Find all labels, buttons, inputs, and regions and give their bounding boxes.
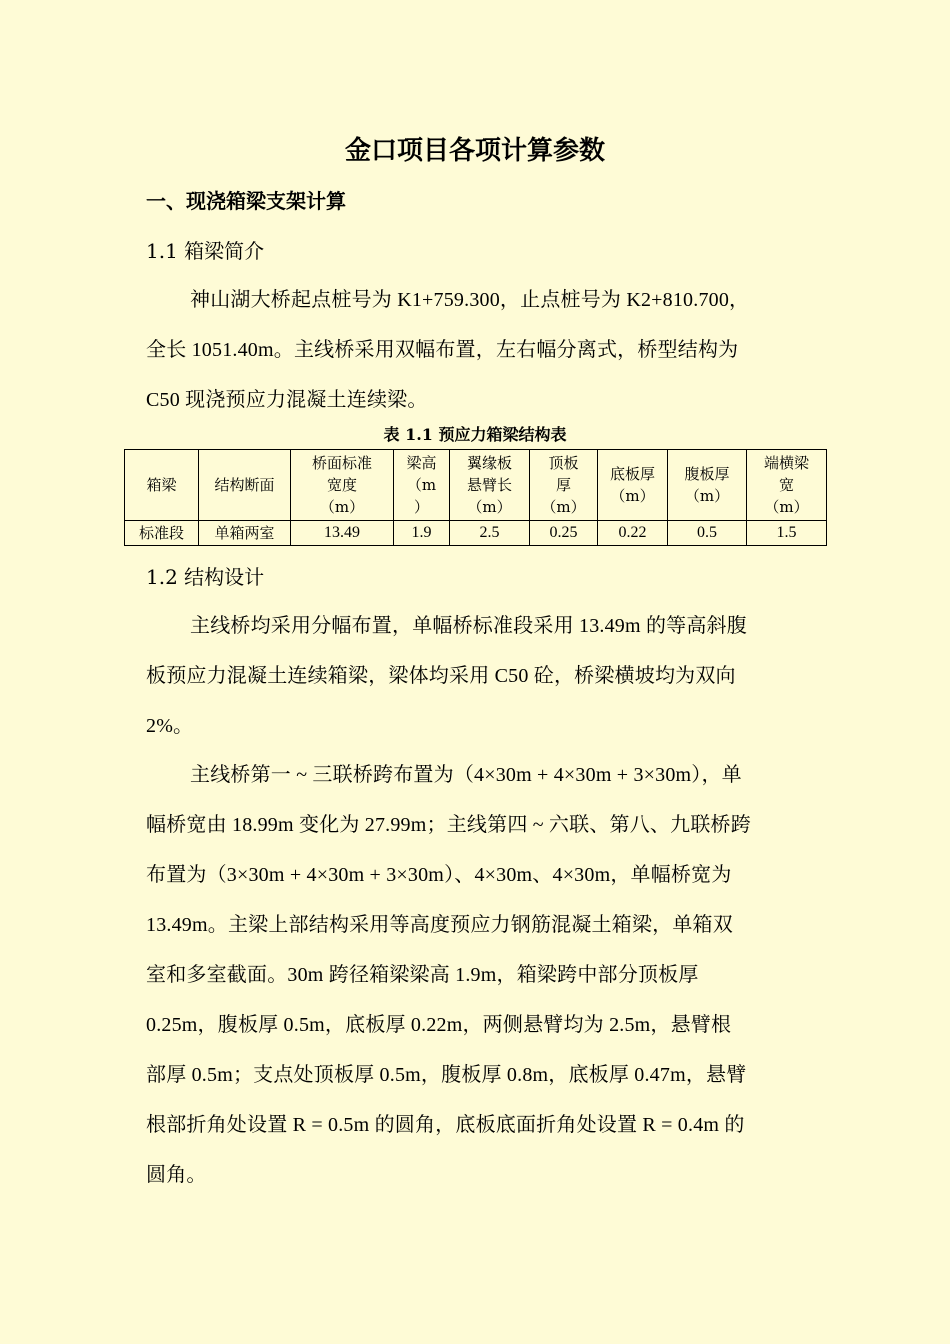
paragraph-spans: [146, 750, 806, 1200]
text-line: C50 现浇预应力混凝土连续梁。: [146, 389, 428, 411]
table-row: [125, 521, 827, 546]
text-line: 幅桥宽由 18.99m 变化为 27.99m；主线第四 ~ 六联、第八、九联桥跨: [146, 814, 751, 836]
text-line: 2%。: [146, 715, 194, 737]
box-girder-table: [124, 449, 827, 546]
table-caption: 表 1.1 预应力箱梁结构表: [383, 425, 567, 444]
text-line: 部厚 0.5m；支点处顶板厚 0.5m，腹板厚 0.8m，底板厚 0.47m，悬臂: [146, 1064, 747, 1086]
table-header-row: [125, 450, 827, 521]
header-cell: 腹板厚 （m）: [668, 450, 747, 521]
header-cell: 底板厚 （m）: [598, 450, 668, 521]
header-cell: 顶板 厚 （m）: [530, 450, 598, 521]
paragraph-intro: [146, 275, 806, 425]
text-line: 13.49m。主梁上部结构采用等高度预应力钢筋混凝土箱梁，单箱双: [146, 914, 733, 936]
header-cell: 结构断面: [199, 450, 291, 521]
text-line: 根部折角处设置 R = 0.5m 的圆角，底板底面折角处设置 R = 0.4m 的: [146, 1114, 745, 1136]
table-cell: 2.5: [450, 521, 530, 546]
header-cell: 桥面标准 宽度 （m）: [291, 450, 394, 521]
table-cell: 0.5: [668, 521, 747, 546]
header-cell: 箱梁: [125, 450, 199, 521]
table-cell: 0.22: [598, 521, 668, 546]
subsection-1-2: 1.2 结构设计: [146, 565, 265, 589]
text-line: 板预应力混凝土连续箱梁，梁体均采用 C50 砼，桥梁横坡均为双向: [146, 665, 736, 687]
text-line: 布置为（3×30m + 4×30m + 3×30m）、4×30m、4×30m，单幅桥宽为: [146, 864, 732, 886]
text-line: 主线桥均采用分幅布置，单幅桥标准段采用 13.49m 的等高斜腹: [190, 615, 747, 637]
text-line: 圆角。: [146, 1164, 207, 1186]
text-line: 神山湖大桥起点桩号为 K1+759.300，止点桩号为 K2+810.700，: [190, 289, 750, 311]
paragraph-structure: [146, 601, 806, 751]
doc-title: 金口项目各项计算参数: [344, 136, 605, 166]
header-cell: 翼缘板 悬臂长 （m）: [450, 450, 530, 521]
subsection-1-1: 1.1 箱梁简介: [146, 239, 265, 263]
text-line: 主线桥第一 ~ 三联桥跨布置为（4×30m + 4×30m + 3×30m），单: [190, 764, 742, 786]
text-line: 全长 1051.40m。主线桥采用双幅布置，左右幅分离式，桥型结构为: [146, 339, 739, 361]
header-cell: 端横梁 宽 （m）: [747, 450, 827, 521]
table-cell: 0.25: [530, 521, 598, 546]
table-cell: 单箱两室: [199, 521, 291, 546]
table-cell: 1.9: [394, 521, 450, 546]
table-cell: 13.49: [291, 521, 394, 546]
text-line: 室和多室截面。30m 跨径箱梁梁高 1.9m，箱梁跨中部分顶板厚: [146, 964, 699, 986]
header-cell: 梁高 （m ）: [394, 450, 450, 521]
table-cell: 1.5: [747, 521, 827, 546]
text-line: 0.25m，腹板厚 0.5m，底板厚 0.22m，两侧悬臂均为 2.5m，悬臂根: [146, 1014, 732, 1036]
section-heading-1: 一、现浇箱梁支架计算: [146, 189, 346, 213]
table-cell: 标准段: [125, 521, 199, 546]
